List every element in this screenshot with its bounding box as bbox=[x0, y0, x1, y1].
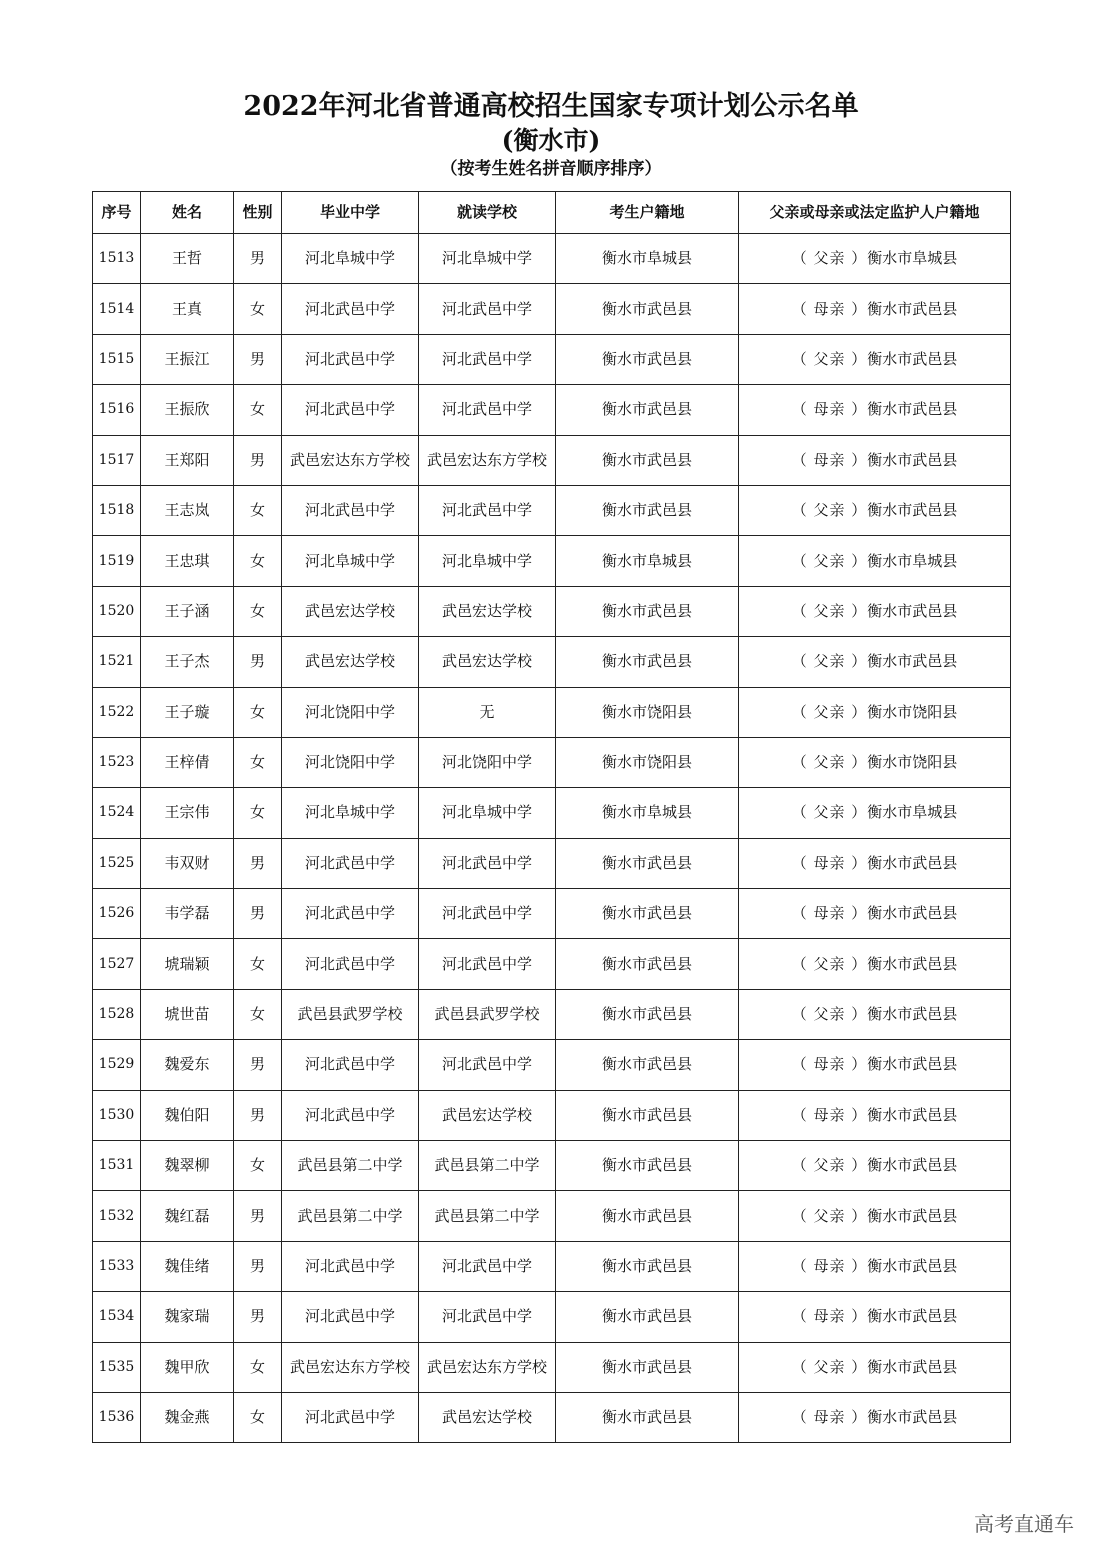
cell-number: 1513 bbox=[93, 234, 141, 284]
cell-current-school: 河北武邑中学 bbox=[419, 1292, 556, 1342]
parent-hukou-value: 衡水市武邑县 bbox=[867, 1156, 958, 1175]
cell-parent-hukou bbox=[739, 234, 1011, 284]
table-row bbox=[93, 737, 1011, 787]
cell-name: 王哲 bbox=[141, 234, 234, 284]
cell-name: 王振江 bbox=[141, 334, 234, 384]
cell-parent-hukou bbox=[739, 1392, 1011, 1442]
cell-current-school: 武邑宏达学校 bbox=[419, 1090, 556, 1140]
parent-relation: （ 父亲 ） bbox=[791, 551, 868, 570]
table-row bbox=[93, 485, 1011, 535]
table-row bbox=[93, 536, 1011, 586]
col-header-gender: 性别 bbox=[234, 192, 282, 234]
table-row bbox=[93, 1141, 1011, 1191]
parent-relation: （ 母亲 ） bbox=[791, 904, 868, 923]
parent-relation: （ 母亲 ） bbox=[791, 1307, 868, 1326]
table-body bbox=[93, 234, 1011, 1443]
cell-number: 1517 bbox=[93, 435, 141, 485]
cell-gender: 女 bbox=[234, 485, 282, 535]
parent-relation: （ 母亲 ） bbox=[791, 1055, 868, 1074]
cell-hukou: 衡水市武邑县 bbox=[556, 1241, 739, 1291]
cell-grad-school: 河北饶阳中学 bbox=[282, 737, 419, 787]
cell-grad-school: 河北阜城中学 bbox=[282, 788, 419, 838]
cell-current-school: 河北武邑中学 bbox=[419, 939, 556, 989]
cell-number: 1518 bbox=[93, 485, 141, 535]
parent-hukou-value: 衡水市武邑县 bbox=[867, 1408, 958, 1427]
parent-relation: （ 父亲 ） bbox=[791, 652, 868, 671]
cell-grad-school: 武邑宏达学校 bbox=[282, 637, 419, 687]
cell-number: 1520 bbox=[93, 586, 141, 636]
cell-hukou: 衡水市武邑县 bbox=[556, 1090, 739, 1140]
cell-gender: 女 bbox=[234, 385, 282, 435]
cell-hukou: 衡水市饶阳县 bbox=[556, 687, 739, 737]
cell-parent-hukou bbox=[739, 1090, 1011, 1140]
cell-name: 王宗伟 bbox=[141, 788, 234, 838]
cell-parent-hukou bbox=[739, 989, 1011, 1039]
cell-grad-school: 河北武邑中学 bbox=[282, 485, 419, 535]
cell-gender: 男 bbox=[234, 334, 282, 384]
cell-number: 1530 bbox=[93, 1090, 141, 1140]
col-header-current-school: 就读学校 bbox=[419, 192, 556, 234]
parent-relation: （ 父亲 ） bbox=[791, 601, 868, 620]
cell-hukou: 衡水市武邑县 bbox=[556, 435, 739, 485]
cell-name: 魏佳绪 bbox=[141, 1241, 234, 1291]
cell-name: 韦双财 bbox=[141, 838, 234, 888]
cell-parent-hukou bbox=[739, 435, 1011, 485]
cell-current-school: 河北饶阳中学 bbox=[419, 737, 556, 787]
cell-gender: 女 bbox=[234, 586, 282, 636]
cell-grad-school: 河北武邑中学 bbox=[282, 1292, 419, 1342]
parent-hukou-value: 衡水市武邑县 bbox=[867, 853, 958, 872]
cell-grad-school: 河北武邑中学 bbox=[282, 889, 419, 939]
table-row bbox=[93, 1241, 1011, 1291]
roster-table bbox=[92, 191, 1011, 1443]
table-row bbox=[93, 1090, 1011, 1140]
cell-name: 魏红磊 bbox=[141, 1191, 234, 1241]
cell-current-school: 无 bbox=[419, 687, 556, 737]
parent-relation: （ 父亲 ） bbox=[791, 702, 868, 721]
col-header-parent-hukou: 父亲或母亲或法定监护人户籍地 bbox=[739, 192, 1011, 234]
parent-hukou-value: 衡水市武邑县 bbox=[867, 400, 958, 419]
parent-relation: （ 父亲 ） bbox=[791, 249, 868, 268]
cell-hukou: 衡水市武邑县 bbox=[556, 1292, 739, 1342]
cell-name: 魏伯阳 bbox=[141, 1090, 234, 1140]
cell-parent-hukou bbox=[739, 284, 1011, 334]
cell-current-school: 武邑宏达学校 bbox=[419, 1392, 556, 1442]
parent-hukou-value: 衡水市武邑县 bbox=[867, 904, 958, 923]
parent-relation: （ 母亲 ） bbox=[791, 299, 868, 318]
cell-number: 1529 bbox=[93, 1040, 141, 1090]
cell-parent-hukou bbox=[739, 737, 1011, 787]
cell-gender: 男 bbox=[234, 1292, 282, 1342]
cell-number: 1525 bbox=[93, 838, 141, 888]
cell-grad-school: 河北武邑中学 bbox=[282, 334, 419, 384]
cell-name: 魏家瑞 bbox=[141, 1292, 234, 1342]
parent-relation: （ 母亲 ） bbox=[791, 853, 868, 872]
cell-parent-hukou bbox=[739, 1241, 1011, 1291]
cell-parent-hukou bbox=[739, 687, 1011, 737]
cell-hukou: 衡水市武邑县 bbox=[556, 1040, 739, 1090]
cell-gender: 女 bbox=[234, 1141, 282, 1191]
col-header-no: 序号 bbox=[93, 192, 141, 234]
cell-name: 王志岚 bbox=[141, 485, 234, 535]
parent-hukou-value: 衡水市武邑县 bbox=[867, 1257, 958, 1275]
cell-current-school: 河北武邑中学 bbox=[419, 334, 556, 384]
parent-hukou-value: 衡水市武邑县 bbox=[867, 1105, 958, 1124]
cell-current-school: 河北阜城中学 bbox=[419, 536, 556, 586]
cell-gender: 女 bbox=[234, 1342, 282, 1392]
cell-grad-school: 河北饶阳中学 bbox=[282, 687, 419, 737]
cell-current-school: 武邑县第二中学 bbox=[419, 1191, 556, 1241]
cell-number: 1521 bbox=[93, 637, 141, 687]
parent-relation: （ 父亲 ） bbox=[791, 1005, 868, 1024]
cell-name: 㙈瑞颖 bbox=[141, 939, 234, 989]
cell-number: 1536 bbox=[93, 1392, 141, 1442]
cell-grad-school: 武邑宏达学校 bbox=[282, 586, 419, 636]
parent-relation: （ 父亲 ） bbox=[791, 1156, 868, 1175]
col-header-name: 姓名 bbox=[141, 192, 234, 234]
cell-name: 㙈世苗 bbox=[141, 989, 234, 1039]
cell-gender: 女 bbox=[234, 284, 282, 334]
cell-current-school: 河北武邑中学 bbox=[419, 1241, 556, 1291]
parent-hukou-value: 衡水市阜城县 bbox=[867, 249, 958, 268]
cell-hukou: 衡水市武邑县 bbox=[556, 284, 739, 334]
cell-number: 1528 bbox=[93, 989, 141, 1039]
cell-current-school: 武邑宏达东方学校 bbox=[419, 435, 556, 485]
cell-hukou: 衡水市武邑县 bbox=[556, 1392, 739, 1442]
cell-gender: 女 bbox=[234, 989, 282, 1039]
parent-relation: （ 父亲 ） bbox=[791, 349, 868, 368]
cell-hukou: 衡水市武邑县 bbox=[556, 385, 739, 435]
cell-grad-school: 河北阜城中学 bbox=[282, 536, 419, 586]
parent-hukou-value: 衡水市武邑县 bbox=[867, 652, 958, 671]
cell-gender: 男 bbox=[234, 234, 282, 284]
cell-parent-hukou bbox=[739, 637, 1011, 687]
cell-hukou: 衡水市武邑县 bbox=[556, 939, 739, 989]
cell-parent-hukou bbox=[739, 1040, 1011, 1090]
cell-grad-school: 武邑县第二中学 bbox=[282, 1141, 419, 1191]
cell-gender: 女 bbox=[234, 737, 282, 787]
cell-number: 1519 bbox=[93, 536, 141, 586]
table-row bbox=[93, 1392, 1011, 1442]
cell-hukou: 衡水市武邑县 bbox=[556, 989, 739, 1039]
parent-relation: （ 父亲 ） bbox=[791, 803, 868, 822]
table-row bbox=[93, 1292, 1011, 1342]
cell-number: 1535 bbox=[93, 1342, 141, 1392]
parent-hukou-value: 衡水市武邑县 bbox=[867, 1005, 958, 1024]
cell-gender: 男 bbox=[234, 1040, 282, 1090]
table-row bbox=[93, 788, 1011, 838]
parent-hukou-value: 衡水市武邑县 bbox=[867, 601, 958, 620]
title-block bbox=[0, 88, 1102, 182]
cell-current-school: 河北武邑中学 bbox=[419, 385, 556, 435]
region-label: (衡水市) bbox=[501, 126, 601, 155]
cell-hukou: 衡水市武邑县 bbox=[556, 1191, 739, 1241]
cell-number: 1526 bbox=[93, 889, 141, 939]
table-row bbox=[93, 586, 1011, 636]
cell-parent-hukou bbox=[739, 939, 1011, 989]
parent-hukou-value: 衡水市武邑县 bbox=[867, 954, 958, 973]
cell-number: 1516 bbox=[93, 385, 141, 435]
cell-name: 王梓倩 bbox=[141, 737, 234, 787]
cell-gender: 男 bbox=[234, 838, 282, 888]
parent-relation: （ 母亲 ） bbox=[791, 1257, 868, 1275]
cell-grad-school: 武邑县武罗学校 bbox=[282, 989, 419, 1039]
cell-name: 王子璇 bbox=[141, 687, 234, 737]
cell-grad-school: 河北武邑中学 bbox=[282, 1241, 419, 1291]
parent-relation: （ 母亲 ） bbox=[791, 400, 868, 419]
cell-parent-hukou bbox=[739, 536, 1011, 586]
cell-gender: 女 bbox=[234, 1392, 282, 1442]
cell-name: 王忠琪 bbox=[141, 536, 234, 586]
parent-hukou-value: 衡水市武邑县 bbox=[867, 1357, 958, 1376]
cell-parent-hukou bbox=[739, 1191, 1011, 1241]
cell-gender: 男 bbox=[234, 1241, 282, 1291]
cell-parent-hukou bbox=[739, 334, 1011, 384]
cell-parent-hukou bbox=[739, 838, 1011, 888]
cell-current-school: 武邑县第二中学 bbox=[419, 1141, 556, 1191]
parent-hukou-value: 衡水市阜城县 bbox=[867, 803, 958, 822]
cell-name: 王真 bbox=[141, 284, 234, 334]
cell-hukou: 衡水市武邑县 bbox=[556, 838, 739, 888]
header-row bbox=[93, 192, 1011, 234]
watermark: 高考直通车 bbox=[974, 1512, 1074, 1536]
cell-grad-school: 河北武邑中学 bbox=[282, 284, 419, 334]
cell-number: 1533 bbox=[93, 1241, 141, 1291]
document-title: 2022年河北省普通高校招生国家专项计划公示名单 bbox=[243, 91, 859, 122]
parent-hukou-value: 衡水市武邑县 bbox=[867, 501, 958, 520]
parent-relation: （ 母亲 ） bbox=[791, 1408, 868, 1427]
cell-parent-hukou bbox=[739, 485, 1011, 535]
cell-number: 1514 bbox=[93, 284, 141, 334]
cell-grad-school: 河北武邑中学 bbox=[282, 1392, 419, 1442]
parent-relation: （ 父亲 ） bbox=[791, 1357, 868, 1376]
cell-number: 1522 bbox=[93, 687, 141, 737]
cell-number: 1523 bbox=[93, 737, 141, 787]
cell-number: 1524 bbox=[93, 788, 141, 838]
cell-grad-school: 河北武邑中学 bbox=[282, 939, 419, 989]
table-row bbox=[93, 838, 1011, 888]
cell-gender: 男 bbox=[234, 1191, 282, 1241]
cell-hukou: 衡水市饶阳县 bbox=[556, 737, 739, 787]
cell-current-school: 武邑宏达学校 bbox=[419, 586, 556, 636]
cell-number: 1532 bbox=[93, 1191, 141, 1241]
cell-name: 魏金燕 bbox=[141, 1392, 234, 1442]
cell-current-school: 河北武邑中学 bbox=[419, 889, 556, 939]
cell-name: 魏甲欣 bbox=[141, 1342, 234, 1392]
cell-grad-school: 武邑县第二中学 bbox=[282, 1191, 419, 1241]
parent-relation: （ 父亲 ） bbox=[791, 753, 868, 772]
table-row bbox=[93, 234, 1011, 284]
cell-parent-hukou bbox=[739, 788, 1011, 838]
parent-hukou-value: 衡水市武邑县 bbox=[867, 450, 958, 469]
cell-hukou: 衡水市阜城县 bbox=[556, 234, 739, 284]
cell-name: 王子杰 bbox=[141, 637, 234, 687]
table-row bbox=[93, 435, 1011, 485]
table-row bbox=[93, 284, 1011, 334]
cell-current-school: 河北阜城中学 bbox=[419, 234, 556, 284]
parent-hukou-value: 衡水市武邑县 bbox=[867, 1055, 958, 1074]
col-header-grad-school: 毕业中学 bbox=[282, 192, 419, 234]
cell-current-school: 武邑县武罗学校 bbox=[419, 989, 556, 1039]
cell-grad-school: 武邑宏达东方学校 bbox=[282, 435, 419, 485]
table-row bbox=[93, 1040, 1011, 1090]
cell-current-school: 河北武邑中学 bbox=[419, 284, 556, 334]
cell-hukou: 衡水市武邑县 bbox=[556, 637, 739, 687]
cell-current-school: 河北阜城中学 bbox=[419, 788, 556, 838]
cell-parent-hukou bbox=[739, 889, 1011, 939]
parent-relation: （ 父亲 ） bbox=[791, 954, 868, 973]
table-row bbox=[93, 1191, 1011, 1241]
cell-hukou: 衡水市武邑县 bbox=[556, 889, 739, 939]
cell-parent-hukou bbox=[739, 586, 1011, 636]
parent-hukou-value: 衡水市阜城县 bbox=[867, 551, 958, 570]
cell-gender: 男 bbox=[234, 889, 282, 939]
cell-gender: 女 bbox=[234, 536, 282, 586]
cell-parent-hukou bbox=[739, 1342, 1011, 1392]
table-header bbox=[93, 192, 1011, 234]
cell-name: 魏爱东 bbox=[141, 1040, 234, 1090]
table-row bbox=[93, 385, 1011, 435]
table-row bbox=[93, 889, 1011, 939]
cell-grad-school: 河北武邑中学 bbox=[282, 385, 419, 435]
cell-number: 1527 bbox=[93, 939, 141, 989]
cell-name: 王郑阳 bbox=[141, 435, 234, 485]
cell-gender: 女 bbox=[234, 788, 282, 838]
cell-hukou: 衡水市阜城县 bbox=[556, 788, 739, 838]
cell-parent-hukou bbox=[739, 1292, 1011, 1342]
cell-name: 王子涵 bbox=[141, 586, 234, 636]
parent-relation: （ 母亲 ） bbox=[791, 1105, 868, 1124]
cell-grad-school: 武邑宏达东方学校 bbox=[282, 1342, 419, 1392]
parent-hukou-value: 衡水市饶阳县 bbox=[867, 702, 958, 721]
cell-hukou: 衡水市武邑县 bbox=[556, 485, 739, 535]
cell-gender: 男 bbox=[234, 1090, 282, 1140]
cell-name: 魏翠柳 bbox=[141, 1141, 234, 1191]
parent-relation: （ 母亲 ） bbox=[791, 450, 868, 469]
cell-grad-school: 河北阜城中学 bbox=[282, 234, 419, 284]
cell-gender: 男 bbox=[234, 435, 282, 485]
table-row bbox=[93, 334, 1011, 384]
col-header-hukou: 考生户籍地 bbox=[556, 192, 739, 234]
cell-hukou: 衡水市武邑县 bbox=[556, 1141, 739, 1191]
parent-relation: （ 父亲 ） bbox=[791, 1206, 868, 1225]
cell-hukou: 衡水市武邑县 bbox=[556, 334, 739, 384]
cell-current-school: 河北武邑中学 bbox=[419, 838, 556, 888]
cell-name: 韦学磊 bbox=[141, 889, 234, 939]
cell-gender: 女 bbox=[234, 939, 282, 989]
cell-current-school: 武邑宏达东方学校 bbox=[419, 1342, 556, 1392]
parent-hukou-value: 衡水市饶阳县 bbox=[867, 753, 958, 772]
cell-grad-school: 河北武邑中学 bbox=[282, 1090, 419, 1140]
cell-current-school: 武邑宏达学校 bbox=[419, 637, 556, 687]
table-row bbox=[93, 939, 1011, 989]
cell-hukou: 衡水市武邑县 bbox=[556, 586, 739, 636]
parent-hukou-value: 衡水市武邑县 bbox=[867, 1307, 958, 1326]
parent-relation: （ 父亲 ） bbox=[791, 501, 868, 520]
parent-hukou-value: 衡水市武邑县 bbox=[867, 299, 958, 318]
parent-hukou-value: 衡水市武邑县 bbox=[867, 349, 958, 368]
table-row bbox=[93, 637, 1011, 687]
cell-number: 1534 bbox=[93, 1292, 141, 1342]
cell-number: 1531 bbox=[93, 1141, 141, 1191]
cell-parent-hukou bbox=[739, 385, 1011, 435]
cell-grad-school: 河北武邑中学 bbox=[282, 838, 419, 888]
cell-gender: 男 bbox=[234, 637, 282, 687]
table-row bbox=[93, 687, 1011, 737]
table-row bbox=[93, 989, 1011, 1039]
cell-hukou: 衡水市阜城县 bbox=[556, 536, 739, 586]
cell-current-school: 河北武邑中学 bbox=[419, 485, 556, 535]
cell-gender: 女 bbox=[234, 687, 282, 737]
parent-hukou-value: 衡水市武邑县 bbox=[867, 1206, 958, 1225]
cell-name: 王振欣 bbox=[141, 385, 234, 435]
table-row bbox=[93, 1342, 1011, 1392]
cell-hukou: 衡水市武邑县 bbox=[556, 1342, 739, 1392]
cell-grad-school: 河北武邑中学 bbox=[282, 1040, 419, 1090]
sort-note: （按考生姓名拼音顺序排序） bbox=[440, 159, 662, 179]
cell-current-school: 河北武邑中学 bbox=[419, 1040, 556, 1090]
cell-parent-hukou bbox=[739, 1141, 1011, 1191]
cell-number: 1515 bbox=[93, 334, 141, 384]
